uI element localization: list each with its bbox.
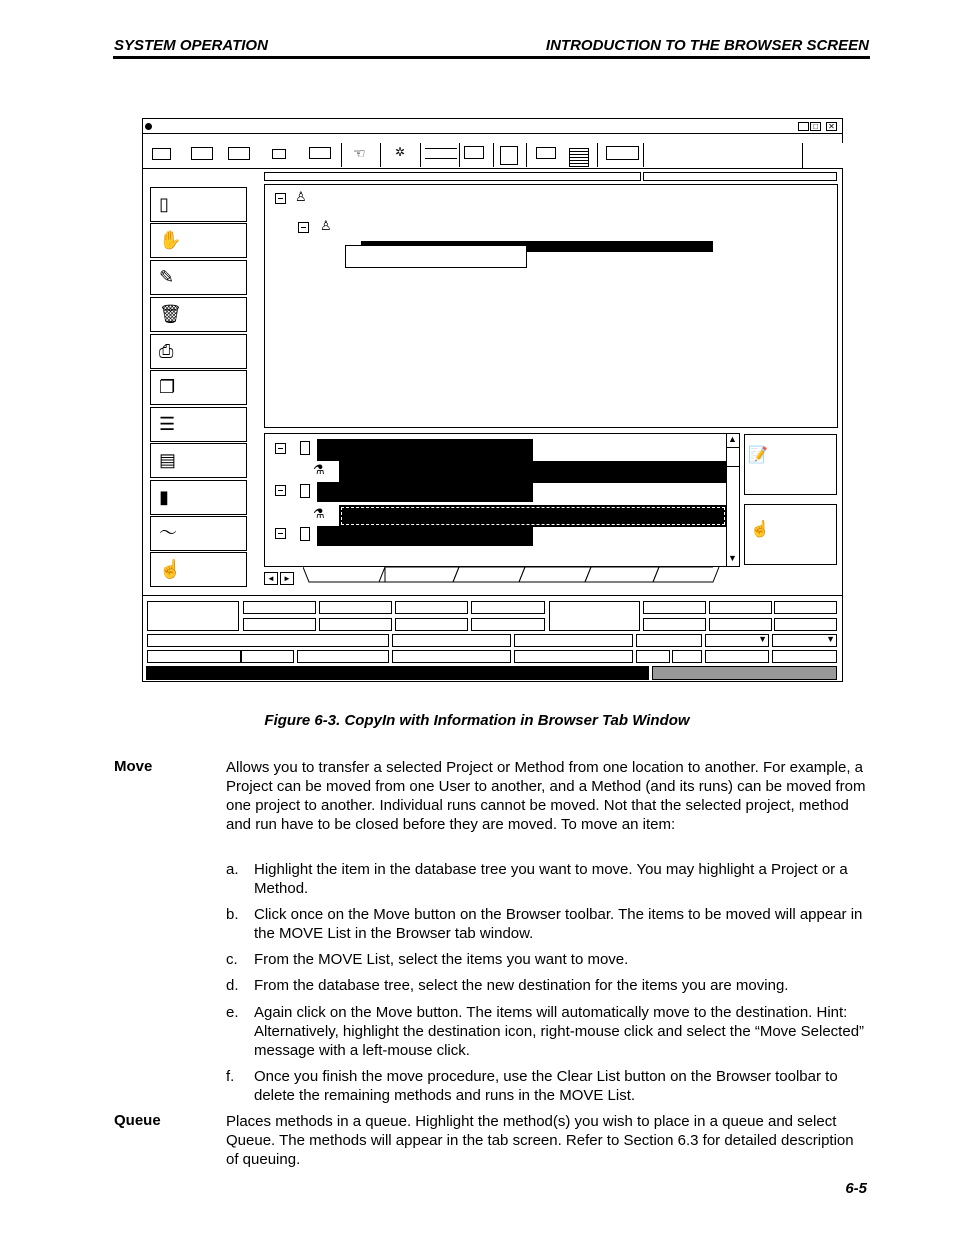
move-step bbox=[226, 860, 866, 898]
move-list-panel bbox=[264, 433, 740, 567]
term-move: Move bbox=[114, 758, 153, 775]
step-label: c. bbox=[226, 951, 238, 968]
step-label: e. bbox=[226, 1004, 239, 1021]
scroll-thumb[interactable] bbox=[726, 447, 740, 467]
vertical-scrollbar[interactable] bbox=[726, 433, 740, 567]
path-bar bbox=[264, 172, 641, 181]
page-number: 6-5 bbox=[845, 1180, 867, 1197]
list-icon[interactable] bbox=[569, 148, 589, 167]
form-field[interactable] bbox=[772, 650, 837, 663]
card-icon: ▮ bbox=[159, 487, 169, 507]
side-panel-bottom bbox=[744, 504, 837, 565]
open-folder-icon[interactable] bbox=[272, 149, 286, 159]
term-queue: Queue bbox=[114, 1112, 161, 1129]
minimize-button[interactable]: _ bbox=[798, 122, 809, 131]
sidebar-item-document[interactable] bbox=[150, 187, 247, 222]
move-description: Allows you to transfer a selected Project or Method from one location to another. For example, a Project can be moved from one User to another, and a Method (and its runs) can be moved from one project to another. Individual runs cannot be moved. Not that the selected project, method and run have to be closed before they are moved. To move an item: bbox=[226, 759, 866, 833]
scroll-right-arrow[interactable]: ► bbox=[280, 572, 294, 585]
sidebar-item-hand[interactable] bbox=[150, 223, 247, 258]
form-field[interactable] bbox=[243, 601, 316, 614]
folder-icon[interactable] bbox=[309, 147, 331, 159]
sidebar-item-trash[interactable] bbox=[150, 297, 247, 332]
status-bar bbox=[146, 666, 649, 680]
handshake-icon[interactable]: ☝ bbox=[750, 521, 770, 538]
step-label: f. bbox=[226, 1068, 235, 1085]
collapse-icon[interactable] bbox=[275, 485, 286, 496]
sidebar-item-pointer[interactable] bbox=[150, 552, 247, 587]
form-field[interactable] bbox=[319, 618, 392, 631]
form-field[interactable] bbox=[774, 601, 837, 614]
step-text: Click once on the Move button on the Browser toolbar. The items to be moved will appear in the MOVE List in the Browser tab window. bbox=[254, 906, 863, 942]
form-field[interactable] bbox=[514, 634, 633, 647]
location-bar bbox=[643, 172, 837, 181]
chart-icon: 〜 bbox=[159, 523, 177, 543]
form-field[interactable] bbox=[705, 650, 769, 663]
file-icon[interactable] bbox=[191, 147, 213, 160]
figure-caption: Figure 6-3. CopyIn with Information in Browser Tab Window bbox=[264, 712, 690, 729]
info-field bbox=[147, 601, 239, 631]
list-row-method[interactable] bbox=[317, 439, 533, 461]
chart-icon[interactable] bbox=[464, 146, 484, 159]
table-icon[interactable] bbox=[425, 148, 457, 159]
form-field[interactable] bbox=[243, 618, 316, 631]
form-field[interactable] bbox=[643, 618, 706, 631]
form-field[interactable] bbox=[319, 601, 392, 614]
scroll-up-arrow[interactable]: ▲ bbox=[728, 434, 737, 444]
form-field[interactable] bbox=[636, 650, 670, 663]
context-popup[interactable] bbox=[345, 245, 527, 268]
form-field[interactable] bbox=[147, 650, 241, 663]
browser-window bbox=[142, 118, 843, 682]
sidebar-item-chart[interactable] bbox=[150, 516, 247, 551]
browser-tab-strip bbox=[303, 565, 723, 585]
move-step bbox=[226, 976, 866, 995]
form-field[interactable] bbox=[514, 650, 633, 663]
collapse-icon[interactable] bbox=[298, 222, 309, 233]
form-field[interactable] bbox=[395, 618, 468, 631]
move-step bbox=[226, 1067, 866, 1105]
page-icon[interactable] bbox=[500, 146, 518, 165]
form-field[interactable] bbox=[241, 650, 294, 663]
list-row-method[interactable] bbox=[317, 526, 533, 546]
trash-icon: 🗑 bbox=[159, 304, 182, 324]
step-text: From the database tree, select the new destination for the items you are moving. bbox=[254, 977, 789, 994]
form-field[interactable] bbox=[471, 601, 545, 614]
form-field[interactable] bbox=[392, 650, 511, 663]
gear-icon[interactable]: ✲ bbox=[395, 145, 406, 159]
sidebar-item-edit[interactable] bbox=[150, 260, 247, 295]
method-icon bbox=[300, 484, 310, 498]
sidebar-item-printer[interactable] bbox=[150, 334, 247, 369]
collapse-icon[interactable] bbox=[275, 443, 286, 454]
user-icon: ♙ bbox=[295, 189, 307, 204]
report-icon: ▤ bbox=[159, 450, 177, 470]
form-field[interactable] bbox=[643, 601, 706, 614]
new-file-icon[interactable] bbox=[152, 148, 171, 160]
copy-icon: ❐ bbox=[159, 377, 176, 397]
form-field[interactable] bbox=[709, 618, 772, 631]
move-hand-icon[interactable]: ☜ bbox=[353, 145, 366, 161]
pointer-icon: ☝ bbox=[159, 559, 182, 579]
collapse-icon[interactable] bbox=[275, 528, 286, 539]
progress-bar bbox=[652, 666, 837, 680]
step-label: a. bbox=[226, 861, 239, 878]
form-field[interactable] bbox=[636, 634, 702, 647]
edit-icon: ✎ bbox=[159, 267, 175, 287]
header-rule bbox=[113, 56, 870, 59]
form-field[interactable] bbox=[471, 618, 545, 631]
step-label: d. bbox=[226, 977, 239, 994]
window-menu-dot-icon[interactable] bbox=[145, 123, 152, 130]
side-panel-top bbox=[744, 434, 837, 495]
running-header-right: INTRODUCTION TO THE BROWSER SCREEN bbox=[545, 37, 869, 54]
sidebar-item-card[interactable] bbox=[150, 480, 247, 515]
form-field[interactable] bbox=[774, 618, 837, 631]
database-tree-panel bbox=[264, 184, 838, 428]
method-icon bbox=[300, 441, 310, 455]
chromatogram-icon[interactable] bbox=[536, 147, 556, 159]
close-button[interactable]: ✕ bbox=[826, 122, 837, 131]
signal-icon[interactable] bbox=[606, 146, 639, 160]
list-row-run[interactable] bbox=[339, 461, 727, 483]
scroll-down-arrow[interactable]: ▼ bbox=[728, 553, 737, 563]
list-row-run-selected[interactable] bbox=[339, 505, 727, 527]
move-step bbox=[226, 950, 866, 969]
scroll-left-arrow[interactable]: ◄ bbox=[264, 572, 278, 585]
form-field[interactable] bbox=[297, 650, 389, 663]
stack-icon: ☰ bbox=[159, 414, 176, 434]
move-step bbox=[226, 1003, 866, 1060]
form-field[interactable] bbox=[395, 601, 468, 614]
step-text: Highlight the item in the database tree you want to move. You may highlight a Project or a Method. bbox=[254, 861, 848, 897]
queue-description: Places methods in a queue. Highlight the method(s) you wish to place in a queue and select Queue. The methods will appear in the tab screen. Refer to Section 6.3 for detailed description of queuing. bbox=[226, 1113, 854, 1168]
chevron-down-icon: ▼ bbox=[758, 634, 767, 644]
sidebar-item-stack[interactable] bbox=[150, 407, 247, 442]
sidebar-item-report[interactable] bbox=[150, 443, 247, 478]
run-icon: ⚗ bbox=[313, 462, 325, 477]
dropdown-select[interactable] bbox=[772, 634, 837, 647]
form-field[interactable] bbox=[147, 634, 389, 647]
chevron-down-icon: ▼ bbox=[826, 634, 835, 644]
info-field bbox=[549, 601, 640, 631]
step-text: Again click on the Move button. The items will automatically move to the destination. Hint: Alternatively, highlight the destination icon, right-mouse click and select the “Move Selected” message with a left-mouse click. bbox=[254, 1004, 865, 1059]
form-field[interactable] bbox=[672, 650, 702, 663]
checklist-icon[interactable]: 📝 bbox=[748, 447, 768, 464]
step-text: From the MOVE List, select the items you want to move. bbox=[254, 951, 629, 968]
document-icon: ▯ bbox=[159, 194, 169, 214]
printer-icon: ⎙ bbox=[159, 341, 174, 361]
maximize-button[interactable]: □ bbox=[810, 122, 821, 131]
list-row-method[interactable] bbox=[317, 482, 533, 502]
dropdown-select[interactable] bbox=[705, 634, 769, 647]
step-text: Once you finish the move procedure, use the Clear List button on the Browser toolbar to delete the remaining methods and runs in the MOVE List. bbox=[254, 1068, 838, 1104]
method-icon bbox=[300, 527, 310, 541]
collapse-icon[interactable] bbox=[275, 193, 286, 204]
hand-icon: ✋ bbox=[159, 230, 182, 250]
move-step bbox=[226, 905, 866, 943]
run-icon: ⚗ bbox=[313, 506, 325, 521]
sidebar-item-copy[interactable] bbox=[150, 370, 247, 405]
running-header-left: SYSTEM OPERATION bbox=[114, 37, 268, 54]
form-field[interactable] bbox=[392, 634, 511, 647]
project-icon: ♙ bbox=[320, 218, 332, 233]
form-field[interactable] bbox=[709, 601, 772, 614]
step-label: b. bbox=[226, 906, 239, 923]
file-icon[interactable] bbox=[228, 147, 250, 160]
